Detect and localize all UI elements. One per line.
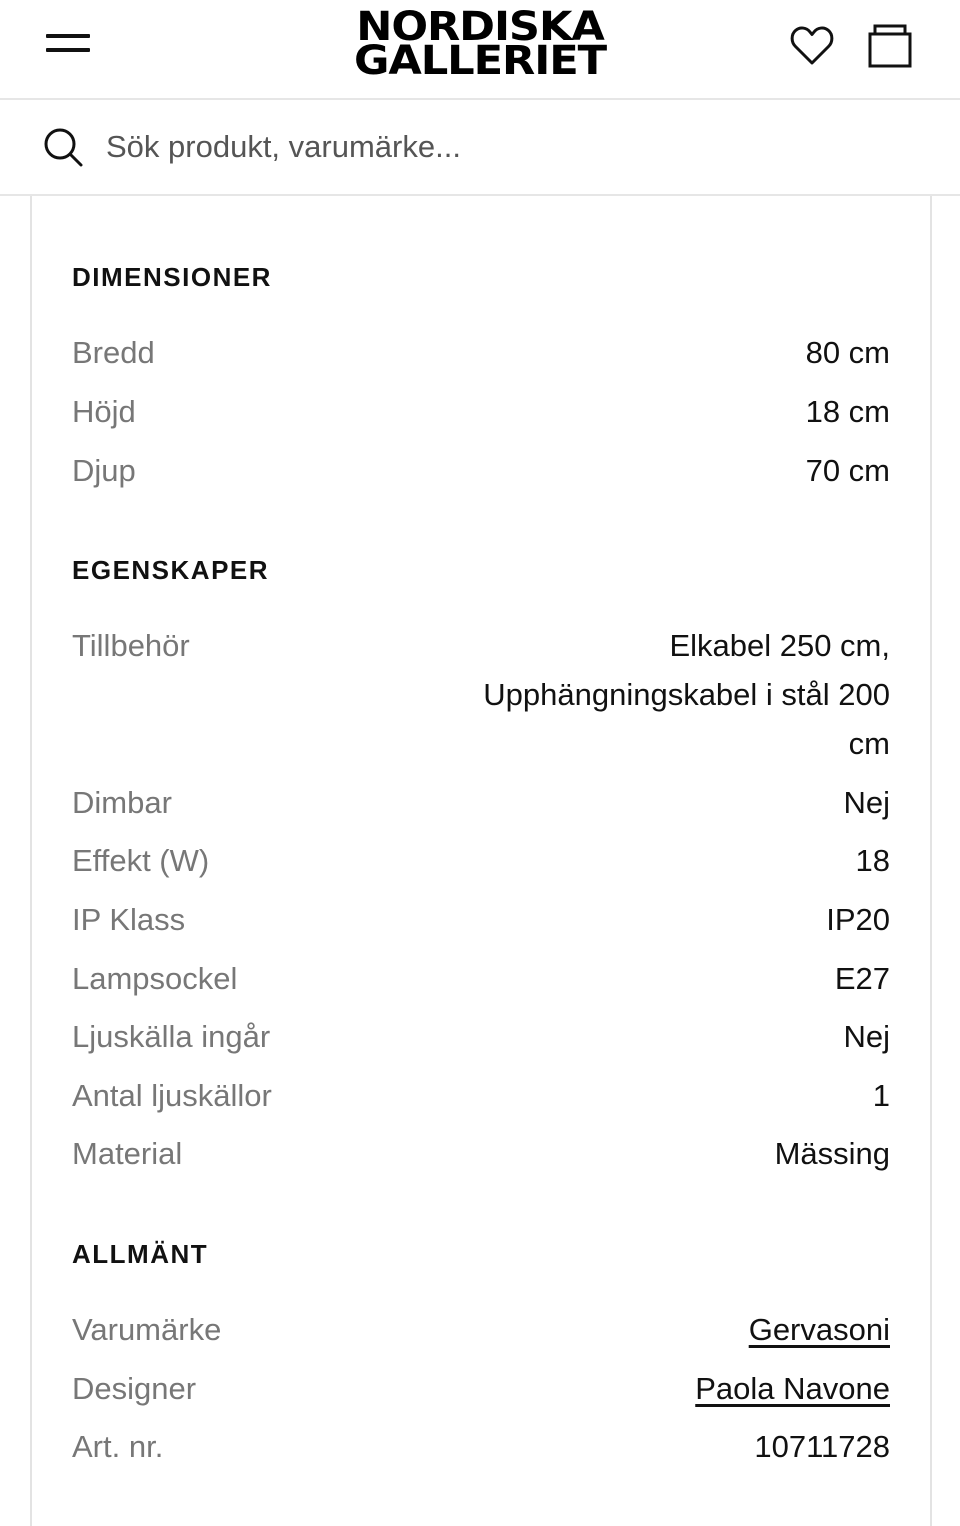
spec-value: 70 cm: [805, 453, 890, 488]
spec-value: IP20: [826, 902, 890, 937]
spec-label: Djup: [72, 453, 136, 488]
spec-label: Material: [72, 1136, 183, 1171]
menu-icon-line: [46, 48, 90, 52]
cart-button[interactable]: [866, 22, 914, 70]
bag-icon: [866, 22, 914, 70]
designer-link[interactable]: Paola Navone: [695, 1371, 890, 1406]
spec-value: Nej: [843, 785, 890, 820]
section-title-general: ALLMÄNT: [72, 1239, 209, 1269]
spec-value: Mässing: [774, 1136, 890, 1171]
spec-label: Dimbar: [72, 785, 172, 820]
brand-logo[interactable]: [330, 4, 630, 84]
top-header: [0, 0, 960, 100]
spec-label: Art. nr.: [72, 1429, 164, 1464]
spec-value: Elkabel 250 cm, Upphängningskabel i stål 200 cm: [483, 628, 890, 761]
spec-label: IP Klass: [72, 902, 186, 937]
spec-label: Höjd: [72, 394, 136, 429]
logo-line-1: NORDISKA: [356, 4, 604, 50]
spec-label: Designer: [72, 1371, 197, 1406]
search-icon[interactable]: [42, 126, 84, 168]
wishlist-button[interactable]: [788, 22, 836, 70]
spec-value: E27: [834, 961, 890, 996]
search-bar: [0, 100, 960, 196]
brand-link[interactable]: Gervasoni: [748, 1312, 890, 1347]
search-input[interactable]: [106, 122, 906, 172]
section-title-properties: EGENSKAPER: [72, 555, 270, 585]
spec-label: Antal ljuskällor: [72, 1078, 272, 1113]
spec-label: Ljuskälla ingår: [72, 1019, 271, 1054]
spec-value: Nej: [843, 1019, 890, 1054]
heart-icon: [788, 22, 836, 70]
spec-value: 18 cm: [805, 394, 890, 429]
spec-value: 80 cm: [805, 335, 890, 370]
product-specifications: [30, 196, 932, 1526]
section-title-dimensions: DIMENSIONER: [72, 262, 272, 292]
spec-value: 10711728: [754, 1429, 890, 1464]
menu-button[interactable]: [44, 30, 92, 60]
spec-label: Varumärke: [72, 1312, 222, 1347]
spec-value: 18: [855, 843, 890, 878]
menu-icon-line: [46, 34, 90, 38]
spec-value: 1: [872, 1078, 890, 1113]
spec-label: Lampsockel: [72, 961, 238, 996]
logo-line-2: GALLERIET: [353, 38, 607, 84]
spec-label: Tillbehör: [72, 628, 190, 663]
spec-label: Effekt (W): [72, 843, 210, 878]
spec-label: Bredd: [72, 335, 155, 370]
